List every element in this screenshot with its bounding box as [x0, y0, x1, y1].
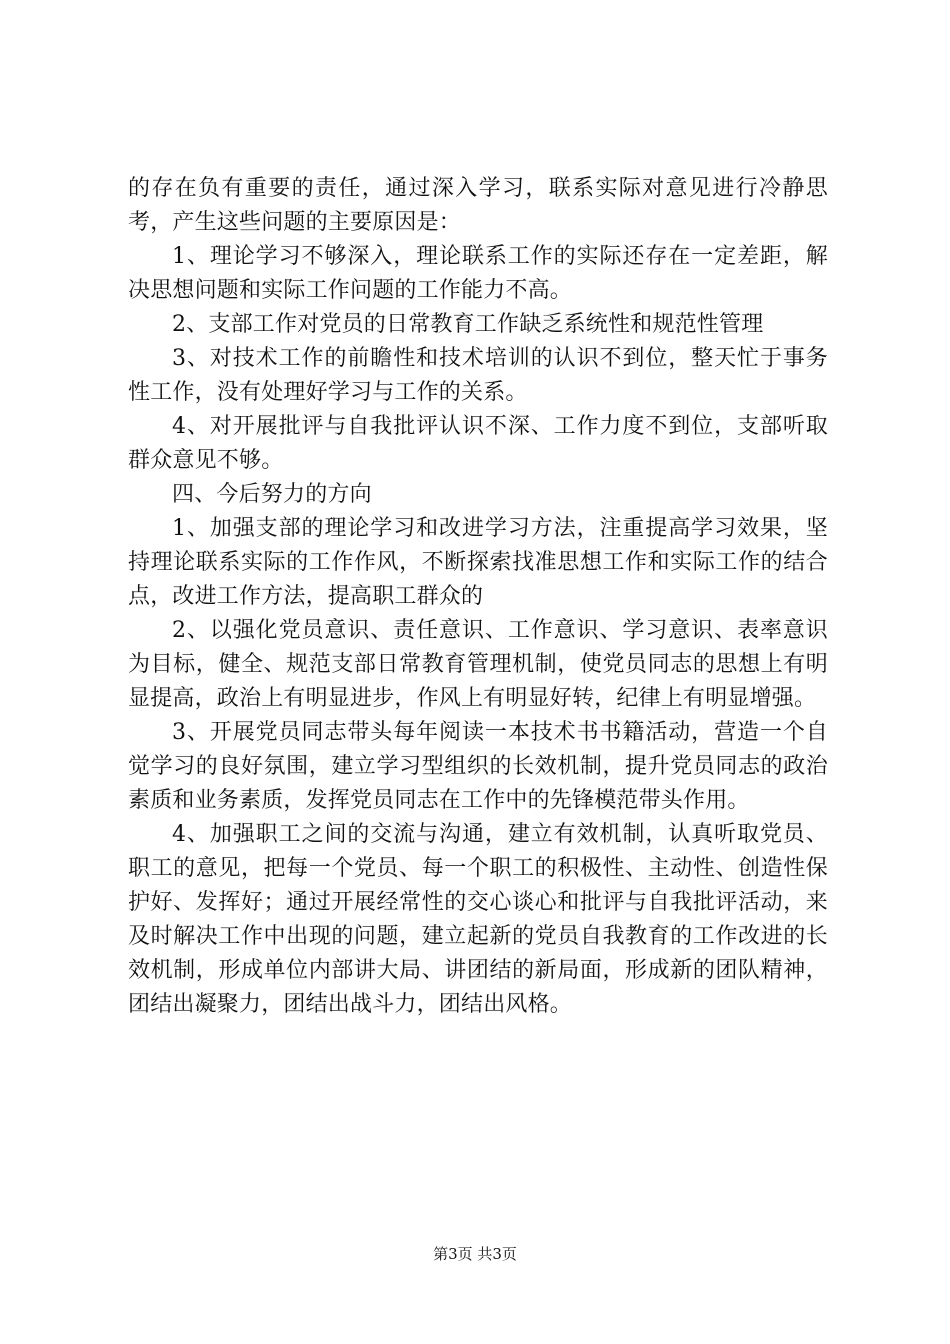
page-number-footer: 第3页 共3页 — [433, 1245, 517, 1263]
paragraph-direction-1: 1、加强支部的理论学习和改进学习方法，注重提高学习效果，坚持理论联系实际的工作作风，不断探索找准思想工作和实际工作的结合点，改进工作方法，提高职工群众的 — [128, 516, 828, 609]
paragraph-cause-1: 1、理论学习不够深入，理论联系工作的实际还存在一定差距，解决思想问题和实际工作问题的工作能力不高。 — [128, 244, 828, 303]
paragraph-cause-4: 4、对开展批评与自我批评认识不深、工作力度不到位，支部听取群众意见不够。 — [128, 414, 828, 473]
paragraph-cause-3: 3、对技术工作的前瞻性和技术培训的认识不到位，整天忙于事务性工作，没有处理好学习与工作的关系。 — [128, 346, 828, 405]
paragraph-direction-4: 4、加强职工之间的交流与沟通，建立有效机制，认真听取党员、职工的意见，把每一个党员、每一个职工的积极性、主动性、创造性保护好、发挥好；通过开展经常性的交心谈心和批评与自我批评活动，来及时解决工作中出现的问题，建立起新的党员自我教育的工作改进的长效机制，形成单位内部讲大局、讲团结的新局面，形成新的团队精神，团结出凝聚力，团结出战斗力，团结出风格。 — [128, 822, 828, 1017]
paragraph-direction-2: 2、以强化党员意识、责任意识、工作意识、学习意识、表率意识为目标，健全、规范支部日常教育管理机制，使党员同志的思想上有明显提高，政治上有明显进步，作风上有明显好转，纪律上有明显增强。 — [128, 618, 828, 711]
section-heading: 四、今后努力的方向 — [172, 482, 372, 507]
paragraph-direction-3: 3、开展党员同志带头每年阅读一本技术书书籍活动，营造一个自觉学习的良好氛围，建立学习型组织的长效机制，提升党员同志的政治素质和业务素质，发挥党员同志在工作中的先锋模范带头作用。 — [128, 720, 828, 813]
paragraph-continuation: 的存在负有重要的责任，通过深入学习，联系实际对意见进行冷静思考，产生这些问题的主要原因是： — [128, 176, 828, 235]
paragraph-cause-2: 2、支部工作对党员的日常教育工作缺乏系统性和规范性管理 — [172, 312, 764, 337]
document-body — [128, 172, 828, 1022]
